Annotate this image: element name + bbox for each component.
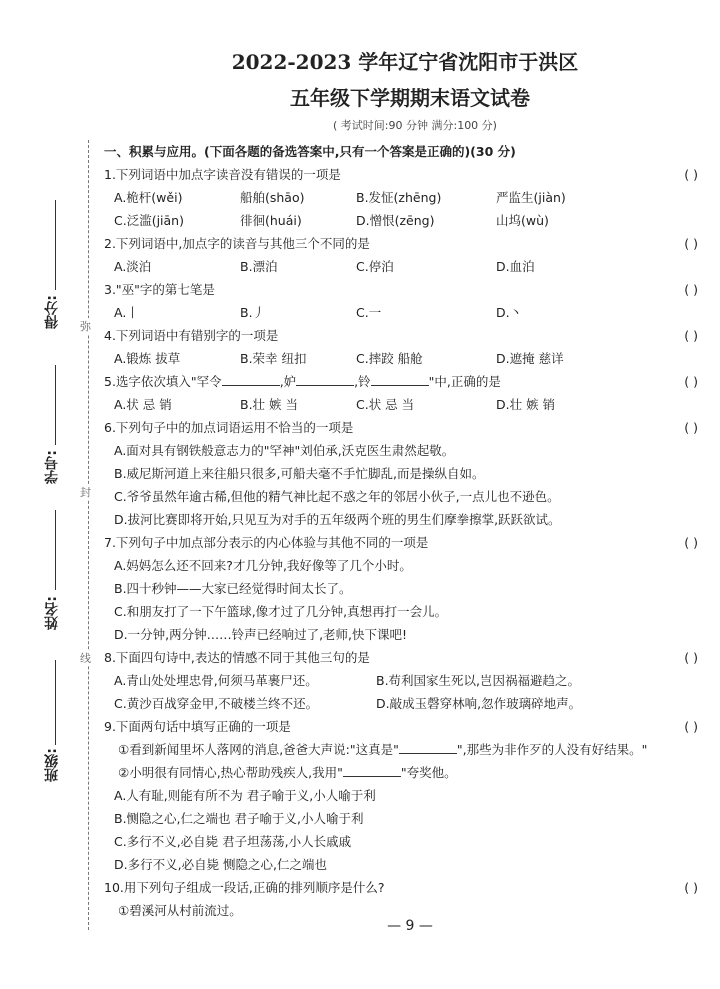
option: D.遮掩 慈详 <box>496 351 564 366</box>
option: D.敲成玉磬穿林响,忽作玻璃碎地声。 <box>376 696 582 711</box>
question-1-options-row1 <box>104 186 704 209</box>
option: B.发怔(zhēng) <box>356 190 442 205</box>
question-text: 6.下列句子中的加点词语运用不恰当的一项是 <box>104 420 354 435</box>
answer-parens: ( ) <box>684 167 698 182</box>
question-1-options-row2 <box>104 209 704 232</box>
seal-dashed-line <box>88 140 89 930</box>
option: 徘徊(huái) <box>240 213 302 228</box>
answer-parens: ( ) <box>684 374 698 389</box>
option: C.黄沙百战穿金甲,不破楼兰终不还。 <box>114 696 319 711</box>
option: B.苟利国家生死以,岂因祸福避趋之。 <box>376 673 581 688</box>
option: C.摔跤 船舱 <box>356 351 423 366</box>
section-heading: 一、积累与应用。(下面各题的备选答案中,只有一个答案是正确的)(30 分) <box>104 144 516 159</box>
question-text: 10.用下列句子组成一段话,正确的排列顺序是什么? <box>104 880 385 895</box>
question-3-stem <box>104 278 704 301</box>
seal-mark-mi: 弥 <box>80 320 91 333</box>
option: A.淡泊 <box>114 259 152 274</box>
fill-blank <box>399 741 457 754</box>
question-text: 4.下列词语中有错别字的一项是 <box>104 328 279 343</box>
question-6-option-b: B.威尼斯河道上来往船只很多,可船夫毫不手忙脚乱,而是操纵自如。 <box>114 466 485 481</box>
question-7-option-c: C.和朋友打了一下午篮球,像才过了几分钟,真想再打一会儿。 <box>114 604 448 619</box>
question-5-stem <box>104 370 704 393</box>
question-4-options <box>104 347 704 370</box>
question-text: ,妒 <box>279 374 297 389</box>
question-9-stem <box>104 715 704 738</box>
question-1-stem <box>104 163 704 186</box>
class-label: 班级: <box>44 748 60 782</box>
question-7-option-d: D.一分钟,两分钟……铃声已经响过了,老师,快下课吧! <box>114 627 408 642</box>
option: D.壮 嫉 销 <box>496 397 556 412</box>
fill-blank <box>343 764 401 777</box>
sentence-text: ①看到新闻里坏人落网的消息,爸爸大声说:"这真是" <box>118 742 399 757</box>
question-3-options <box>104 301 704 324</box>
question-text: 2.下列词语中,加点字的读音与其他三个不同的是 <box>104 236 370 251</box>
option: A.丨 <box>114 305 139 320</box>
question-7-stem <box>104 531 704 554</box>
sentence-text: ②小明很有同情心,热心帮助残疾人,我用" <box>118 765 343 780</box>
student-id-label: 学号: <box>44 450 60 484</box>
question-9-option-b: B.恻隐之心,仁之端也 君子喻于义,小人喻于利 <box>114 811 364 826</box>
question-8-stem <box>104 646 704 669</box>
exam-title-line1: 2022-2023 学年辽宁省沈阳市于洪区 <box>231 50 579 74</box>
sentence-text: "夸奖他。 <box>400 765 457 780</box>
question-9-option-a: A.人有耻,则能有所不为 君子喻于义,小人喻于利 <box>114 788 376 803</box>
question-8-options-row2 <box>104 692 704 715</box>
score-label: 得分: <box>44 295 60 329</box>
question-text: 5.选字依次填入"罕令 <box>104 374 222 389</box>
option: A.锻炼 拔草 <box>114 351 181 366</box>
question-text: ,铃 <box>354 374 371 389</box>
question-9-option-d: D.多行不义,必自毙 恻隐之心,仁之端也 <box>114 857 328 872</box>
option: D.血泊 <box>496 259 535 274</box>
option: C.一 <box>356 305 382 320</box>
question-5-options <box>104 393 704 416</box>
seal-mark-feng: 封 <box>80 486 91 499</box>
student-id-line <box>55 365 56 445</box>
answer-parens: ( ) <box>684 236 698 251</box>
option: 船舶(shāo) <box>240 190 305 205</box>
question-10-sentence-1: ①碧溪河从村前流过。 <box>118 903 242 918</box>
question-text: 1.下列词语中加点字读音没有错误的一项是 <box>104 167 341 182</box>
option: D.憎恨(zēng) <box>356 213 435 228</box>
question-7-option-a: A.妈妈怎么还不回来?才几分钟,我好像等了几个小时。 <box>114 558 412 573</box>
fill-blank <box>296 373 354 386</box>
option: A.桅杆(wěi) <box>114 190 183 205</box>
option: B.壮 嫉 当 <box>240 397 298 412</box>
answer-parens: ( ) <box>684 282 698 297</box>
question-9-option-c: C.多行不义,必自毙 君子坦荡荡,小人长戚戚 <box>114 834 352 849</box>
name-line <box>55 510 56 590</box>
question-text: 9.下面两句话中填写正确的一项是 <box>104 719 291 734</box>
seal-mark-xian: 线 <box>80 652 91 665</box>
fill-blank <box>222 373 280 386</box>
option: C.状 忌 当 <box>356 397 415 412</box>
score-line <box>55 200 56 290</box>
option: D.丶 <box>496 305 523 320</box>
question-2-options <box>104 255 704 278</box>
option: C.泛滥(jiān) <box>114 213 184 228</box>
question-10-stem <box>104 876 704 899</box>
question-6-option-a: A.面对具有钢铁般意志力的"罕神"刘伯承,沃克医生肃然起敬。 <box>114 443 455 458</box>
question-text: 3."巫"字的第七笔是 <box>104 282 215 297</box>
answer-parens: ( ) <box>684 719 698 734</box>
option: C.停泊 <box>356 259 394 274</box>
page-number: — 9 — <box>387 918 433 934</box>
question-9-sentence-2 <box>104 761 704 784</box>
exam-title-line2: 五年级下学期期末语文试卷 <box>290 86 530 110</box>
option: 严监生(jiàn) <box>496 190 566 205</box>
question-7-option-b: B.四十秒钟——大家已经觉得时间太长了。 <box>114 581 352 596</box>
option: B.荣幸 纽扣 <box>240 351 307 366</box>
option: B.丿 <box>240 305 266 320</box>
option: A.青山处处埋忠骨,何须马革裹尸还。 <box>114 673 318 688</box>
question-9-sentence-1 <box>104 738 704 761</box>
class-line <box>55 660 56 745</box>
question-4-stem <box>104 324 704 347</box>
option: A.状 忌 销 <box>114 397 172 412</box>
question-6-option-c: C.爷爷虽然年逾古稀,但他的精气神比起不惑之年的邻居小伙子,一点儿也不逊色。 <box>114 489 560 504</box>
answer-parens: ( ) <box>684 420 698 435</box>
question-text: 8.下面四句诗中,表达的情感不同于其他三句的是 <box>104 650 370 665</box>
answer-parens: ( ) <box>684 535 698 550</box>
exam-content <box>104 140 704 922</box>
question-text: 7.下列句子中加点部分表示的内心体验与其他不同的一项是 <box>104 535 429 550</box>
option: B.漂泊 <box>240 259 278 274</box>
question-2-stem <box>104 232 704 255</box>
fill-blank <box>371 373 429 386</box>
binding-strip <box>0 0 100 989</box>
name-label: 姓名: <box>44 596 60 630</box>
question-6-option-d: D.拔河比赛即将开始,只见互为对手的五年级两个班的男生们摩拳擦掌,跃跃欲试。 <box>114 512 561 527</box>
question-text: "中,正确的是 <box>428 374 501 389</box>
question-6-stem <box>104 416 704 439</box>
sentence-text: ",那些为非作歹的人没有好结果。" <box>456 742 648 757</box>
question-8-options-row1 <box>104 669 704 692</box>
answer-parens: ( ) <box>684 880 698 895</box>
exam-subtitle: ( 考试时间:90 分钟 满分:100 分) <box>333 119 497 132</box>
option: 山坞(wù) <box>496 213 549 228</box>
answer-parens: ( ) <box>684 650 698 665</box>
answer-parens: ( ) <box>684 328 698 343</box>
